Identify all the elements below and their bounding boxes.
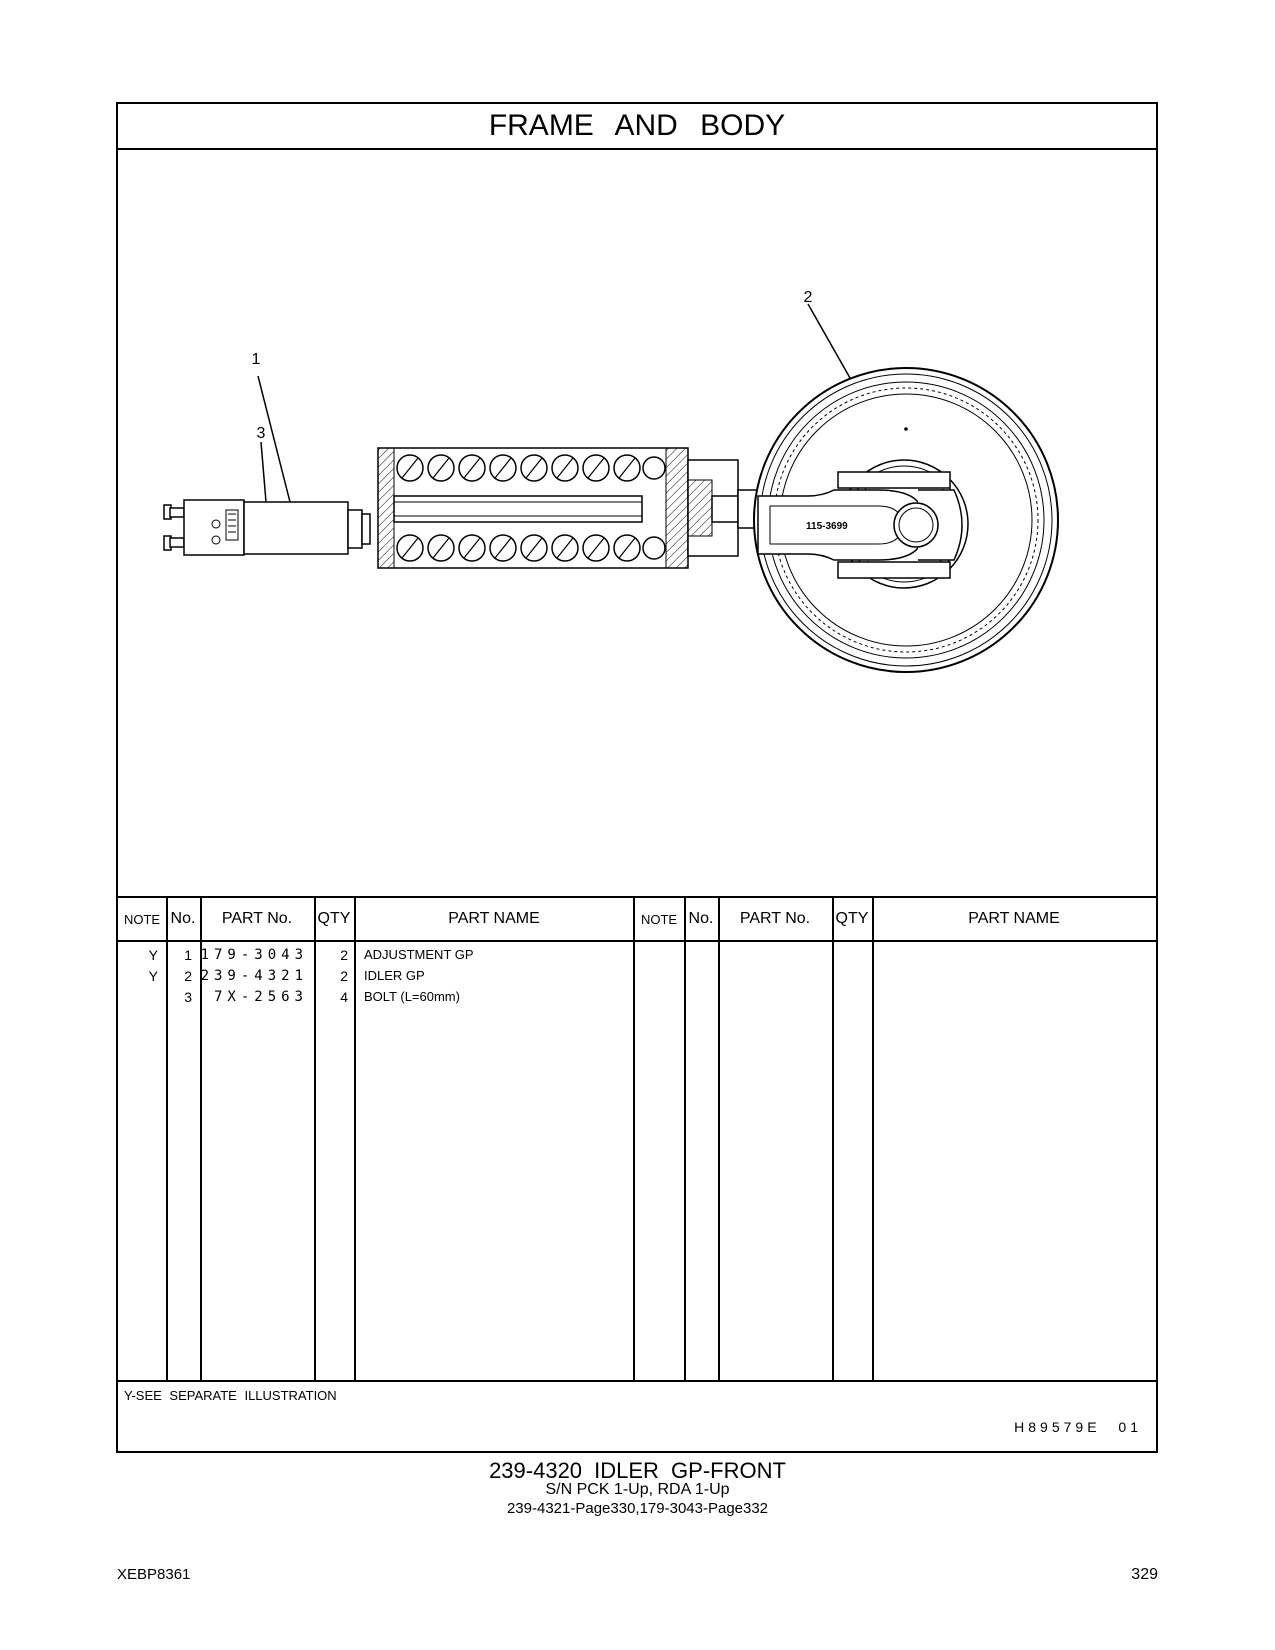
page-number: 329 — [1131, 1566, 1158, 1583]
col-note-right: NOTE — [640, 911, 678, 927]
col-no-left: No. — [170, 910, 196, 927]
callout-2: 2 — [803, 289, 813, 306]
idler-wheel — [754, 368, 1058, 672]
row-qty: 4 — [340, 989, 348, 1005]
table-footnote: Y-SEE SEPARATE ILLUSTRATION — [124, 1388, 337, 1403]
parts-frame — [116, 102, 1158, 1453]
document-id: XEBP8361 — [117, 1566, 191, 1583]
row-number: 1 — [184, 947, 192, 963]
callout-3: 3 — [256, 425, 266, 442]
col-partno-right: PART No. — [739, 910, 811, 927]
row-note: Y — [148, 968, 158, 984]
callout-1: 1 — [251, 351, 261, 368]
adjuster-valve-block — [164, 500, 370, 555]
row-part-number: 7X-2563 — [213, 989, 308, 1005]
caption-page-references: 239-4321-Page330,179-3043-Page332 — [506, 1500, 769, 1517]
table-header — [118, 896, 1156, 942]
caption-serial-numbers: S/N PCK 1-Up, RDA 1-Up — [545, 1481, 730, 1498]
stamp-label: 115-3699 — [806, 521, 848, 532]
row-part-number: 179-3043 — [200, 947, 308, 963]
parts-illustration — [118, 150, 1156, 896]
table-footer-divider — [118, 1380, 1156, 1382]
col-partname-right: PART NAME — [968, 910, 1060, 927]
assembly-drawing — [118, 150, 1158, 896]
col-qty-right: QTY — [835, 910, 869, 927]
recoil-spring-cylinder — [378, 448, 758, 568]
col-partno-left: PART No. — [221, 910, 293, 927]
row-part-name: BOLT (L=60mm) — [364, 989, 460, 1004]
table-row — [118, 986, 1156, 1008]
leader-line-2 — [808, 304, 850, 378]
caption-title: 239-4320 IDLER GP-FRONT — [489, 1458, 786, 1483]
row-qty: 2 — [340, 968, 348, 984]
table-row — [118, 965, 1156, 987]
row-part-name: IDLER GP — [364, 968, 425, 983]
col-no-right: No. — [688, 910, 714, 927]
col-qty-left: QTY — [317, 910, 351, 927]
row-number: 2 — [184, 968, 192, 984]
row-part-number: 239-4321 — [200, 968, 308, 984]
page-title: FRAME AND BODY — [118, 104, 1156, 150]
row-part-name: ADJUSTMENT GP — [364, 947, 474, 962]
col-note-left: NOTE — [123, 911, 161, 927]
row-qty: 2 — [340, 947, 348, 963]
table-row — [118, 944, 1156, 966]
row-number: 3 — [184, 989, 192, 1005]
illustration-reference-code: H89579E 01 — [1014, 1419, 1142, 1435]
row-note: Y — [148, 947, 158, 963]
col-partname-left: PART NAME — [448, 910, 540, 927]
